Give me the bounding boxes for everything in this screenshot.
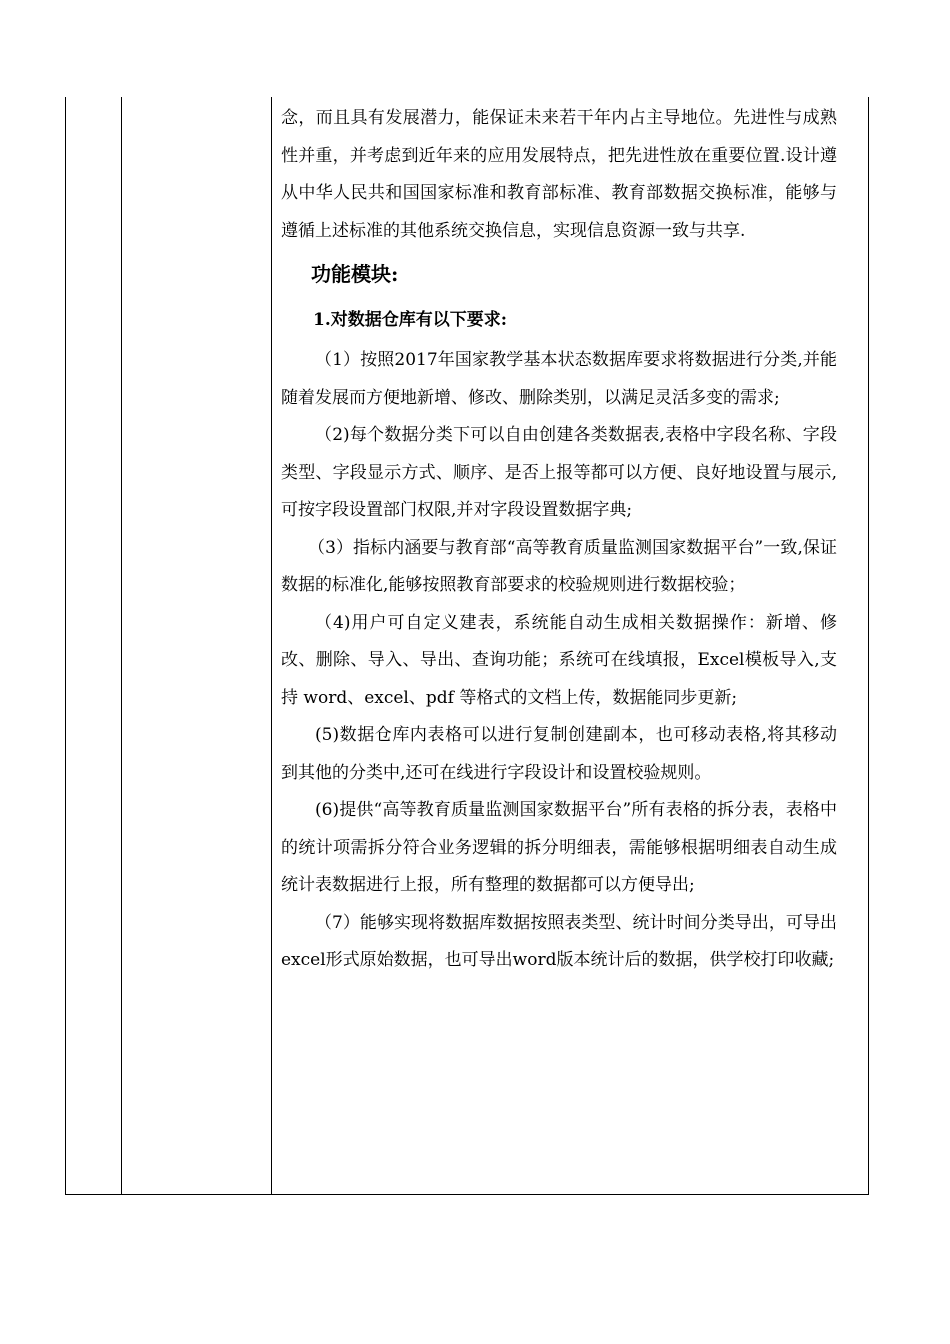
column-divider (121, 97, 122, 1195)
requirement-item: （3）指标内涵要与教育部“高等教育质量监测国家数据平台”一致,保证数据的标准化,能够按照教育部要求的校验规则进行数据校验； (281, 537, 837, 595)
sub-heading: 1.对数据仓库有以下要求: (313, 310, 508, 330)
table-cell-content (281, 100, 837, 980)
requirement-item: （7）能够实现将数据库数据按照表类型、统计时间分类导出，可导出excel形式原始数据，也可导出word版本统计后的数据，供学校打印收藏; (281, 912, 837, 970)
column-divider (271, 97, 272, 1195)
section-heading: 功能模块: (311, 262, 399, 286)
requirement-item: (6)提供“高等教育质量监测国家数据平台”所有表格的拆分表，表格中的统计项需拆分符合业务逻辑的拆分明细表，需能够根据明细表自动生成统计表数据进行上报，所有整理的数据都可以方便导出; (281, 800, 837, 895)
requirement-item: （2)每个数据分类下可以自由创建各类数据表,表格中字段名称、字段类型、字段显示方式、顺序、是否上报等都可以方便、良好地设置与展示,可按字段设置部门权限,并对字段设置数据字典; (281, 425, 837, 520)
requirement-item: (5)数据仓库内表格可以进行复制创建副本，也可移动表格,将其移动到其他的分类中,还可在线进行字段设计和设置校验规则。 (281, 725, 837, 783)
requirement-item: （1）按照2017年国家教学基本状态数据库要求将数据进行分类,并能随着发展而方便地新增、修改、删除类别，以满足灵活多变的需求; (281, 350, 837, 408)
intro-paragraph: 念，而且具有发展潜力，能保证未来若干年内占主导地位。先进性与成熟性并重，并考虑到近年来的应用发展特点，把先进性放在重要位置.设计遵从中华人民共和国国家标准和教育部标准、教育部数据交换标准，能够与遵循上述标准的其他系统交换信息，实现信息资源一致与共享. (281, 108, 837, 241)
requirement-item: （4)用户可自定义建表，系统能自动生成相关数据操作：新增、修改、删除、导入、导出、查询功能；系统可在线填报，Excel模板导入,支持 word、excel、pdf 等格式的文档上传，数据能同步更新; (281, 612, 837, 708)
